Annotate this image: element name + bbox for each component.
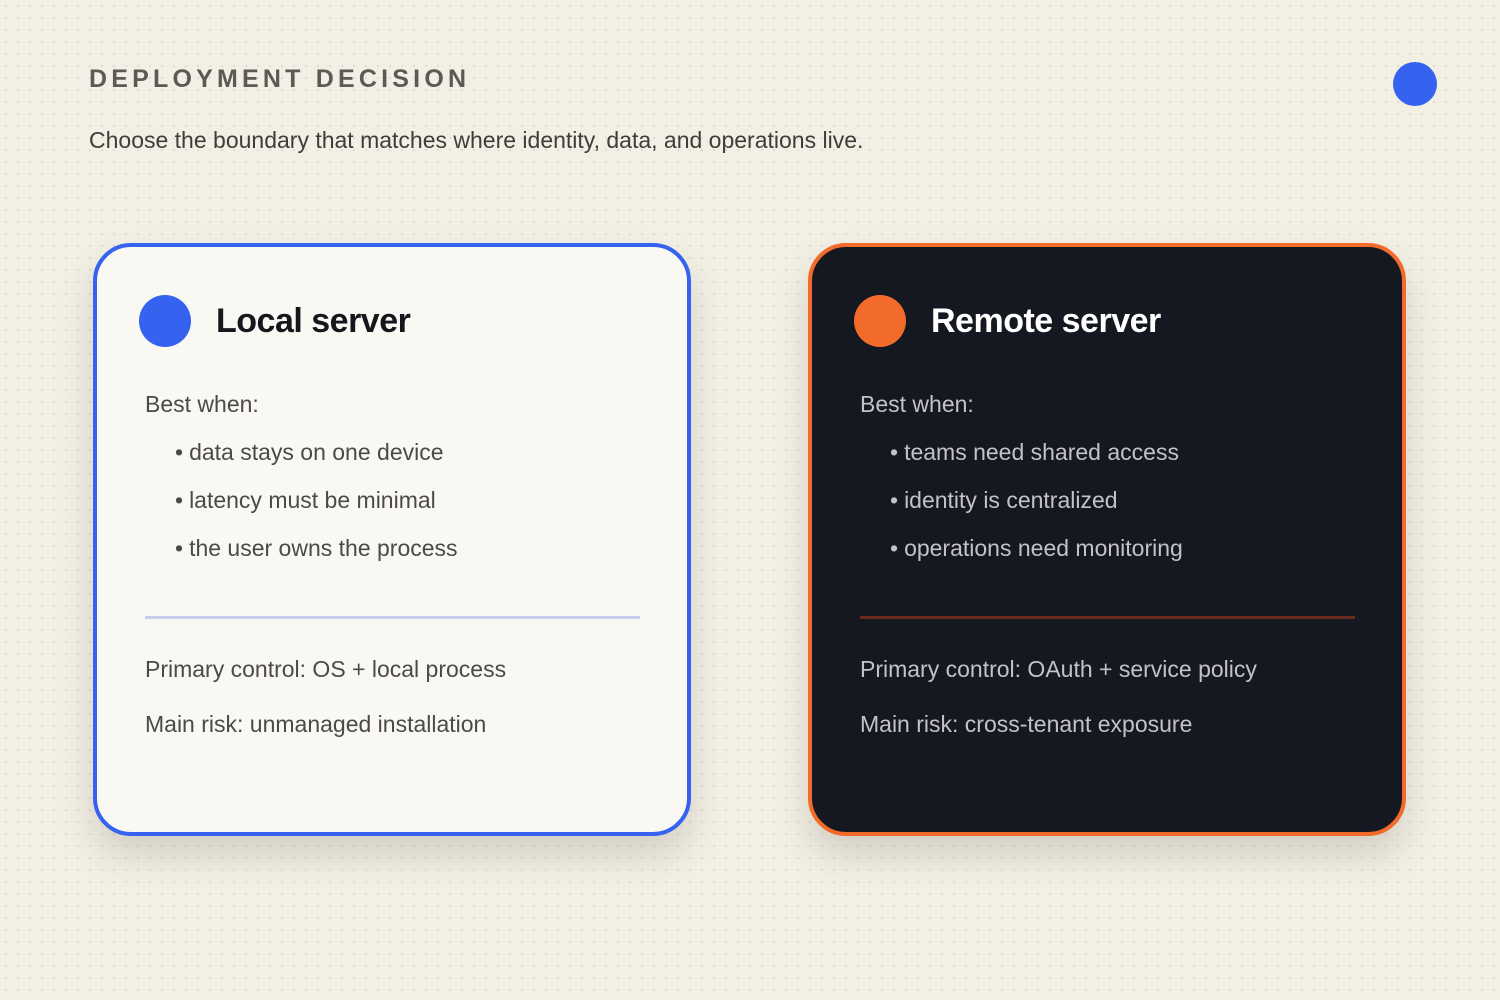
- list-item: [890, 438, 1183, 486]
- local-main-risk: Main risk: unmanaged installation: [145, 711, 487, 737]
- bullet-icon: •: [175, 487, 184, 513]
- list-item: [890, 534, 1183, 582]
- local-condition-text: the user owns the process: [189, 535, 458, 561]
- bullet-icon: •: [890, 487, 899, 513]
- local-server-title: Local server: [216, 302, 411, 340]
- list-item: [175, 486, 458, 534]
- remote-best-when-label: Best when:: [860, 391, 974, 417]
- remote-divider: [860, 616, 1355, 619]
- remote-server-dot-icon: [854, 295, 906, 347]
- list-item: [175, 534, 458, 582]
- bullet-icon: •: [890, 439, 899, 465]
- local-conditions-list: [175, 438, 458, 582]
- bullet-icon: •: [175, 535, 184, 561]
- page-eyebrow-title: DEPLOYMENT DECISION: [89, 65, 471, 93]
- remote-main-risk: Main risk: cross-tenant exposure: [860, 711, 1193, 737]
- local-server-dot-icon: [139, 295, 191, 347]
- remote-server-card: [808, 243, 1406, 836]
- accent-dot-icon: [1393, 62, 1437, 106]
- remote-server-title: Remote server: [931, 302, 1161, 340]
- local-condition-text: latency must be minimal: [189, 487, 436, 513]
- list-item: [890, 486, 1183, 534]
- bullet-icon: •: [175, 439, 184, 465]
- local-condition-text: data stays on one device: [189, 439, 444, 465]
- remote-condition-text: operations need monitoring: [904, 535, 1183, 561]
- local-server-card: [93, 243, 691, 836]
- local-primary-control: Primary control: OS + local process: [145, 656, 507, 682]
- remote-condition-text: identity is centralized: [904, 487, 1118, 513]
- list-item: [175, 438, 458, 486]
- local-divider: [145, 616, 640, 619]
- bullet-icon: •: [890, 535, 899, 561]
- page-subtitle: Choose the boundary that matches where identity, data, and operations live.: [89, 127, 864, 153]
- local-best-when-label: Best when:: [145, 391, 259, 417]
- remote-condition-text: teams need shared access: [904, 439, 1179, 465]
- remote-primary-control: Primary control: OAuth + service policy: [860, 656, 1257, 682]
- remote-conditions-list: [890, 438, 1183, 582]
